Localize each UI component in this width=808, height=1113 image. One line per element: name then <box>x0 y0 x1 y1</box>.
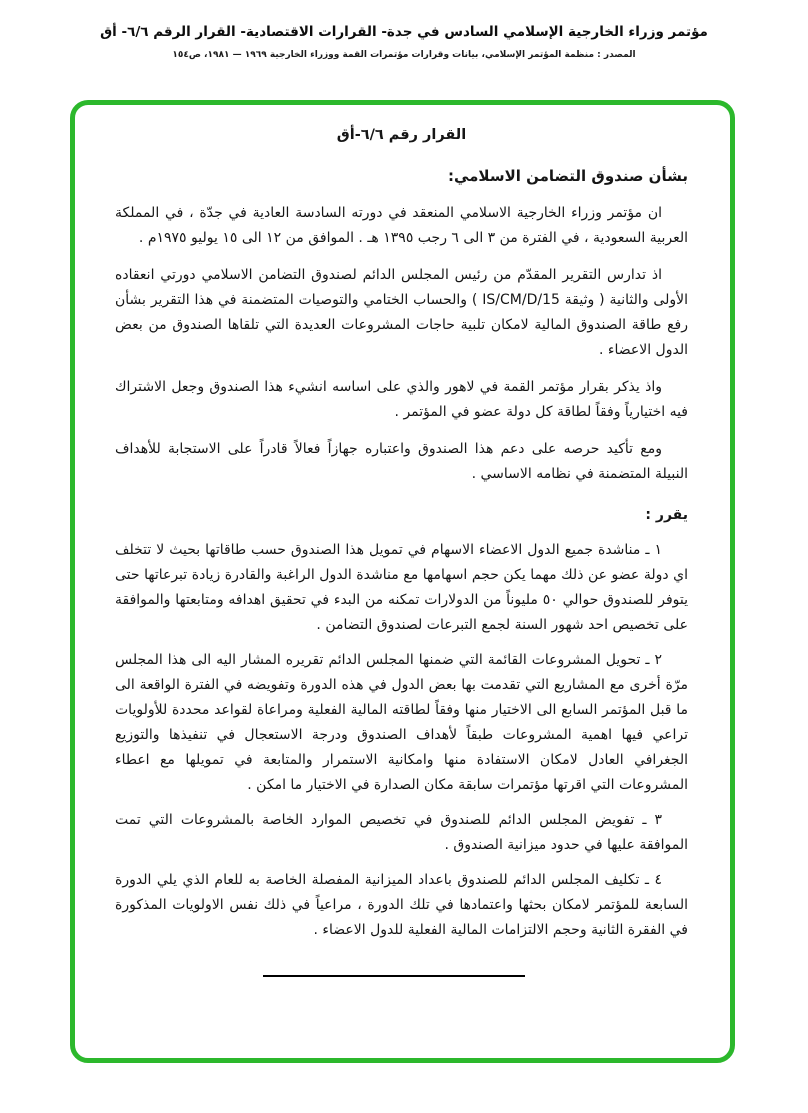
preamble-paragraph-1: ان مؤتمر وزراء الخارجية الاسلامي المنعقد في دورته السادسة العادية في جدّة ، في المملكة العربية السعودية ، في الفترة من ٣ الى ٦ رجب ١٣٩٥ هـ . الموافق من ١٢ الى ١٥ يوليو ١٩٧٥م . <box>115 205 688 246</box>
page-header <box>0 0 808 60</box>
resolution-item-4: ٤ ـ تكليف المجلس الدائم للصندوق باعداد الميزانية المفصلة الخاصة به للعام الذي يلي الدورة السابعة للمؤتمر لامكان بحثها واعتمادها في تلك الدورة ، مراعياً في ذلك نفس الاولويات المذكورة في الفقرة الثانية وحجم الالتزامات المالية الفعلية للدول الاعضاء . <box>115 872 688 938</box>
decides-label: يقرر : <box>645 507 688 523</box>
preamble-paragraph-3: واذ يذكر بقرار مؤتمر القمة في لاهور والذي على اساسه انشيء هذا الصندوق وجعل الاشتراك فيه اختيارياً وفقاً لطاقة كل دولة عضو في المؤتمر . <box>115 379 688 420</box>
document-green-border <box>70 100 735 1063</box>
header-source-citation: المصدر : منظمة المؤتمر الإسلامي، بيانات وقرارات مؤتمرات القمة ووزراء الخارجية ١٩٦٩ — ١٩٨١، ص١٥٤ <box>172 50 636 60</box>
header-title: مؤتمر وزراء الخارجية الإسلامي السادس في جدة- القرارات الاقتصادية- القرار الرقم ٦/٦- أق <box>100 24 708 40</box>
resolution-subject: بشأن صندوق التضامن الاسلامي: <box>447 167 688 185</box>
preamble-paragraph-2: اذ تدارس التقرير المقدّم من رئيس المجلس الدائم لصندوق التضامن الاسلامي دورتي انعقاده الأولى والثانية ( وثيقة IS/CM/D/15 ) والحساب الختامي والتوصيات المتضمنة في هذا التقرير بشأن رفع طاقة الصندوق المالية لامكان تلبية حاجات المشروعات العديدة التي تلقاها الصندوق من بعض الدول الاعضاء . <box>115 267 688 358</box>
bottom-divider-line <box>263 975 525 977</box>
resolution-item-3: ٣ ـ تفويض المجلس الدائم للصندوق في تخصيص الموارد الخاصة بالمشروعات التي تمت الموافقة عليها في حدود ميزانية الصندوق . <box>115 812 688 853</box>
resolution-item-1: ١ ـ مناشدة جميع الدول الاعضاء الاسهام في تمويل هذا الصندوق حسب طاقاتها بحيث لا تتخلف اي دولة عضو عن ذلك مهما يكن حجم اسهامها مع مناشدة الدول الراغبة والقادرة زيادة تبرعاتها حتى يتوفر للصندوق حوالي ٥٠ مليوناً من الدولارات تمكنه من البدء في تحقيق اهدافه ومتابعتها والموافقة على تخصيص احد شهور السنة لجمع التبرعات لصندوق التضامن . <box>115 542 688 633</box>
resolution-number-title: القرار رقم ٦/٦-أق <box>336 127 467 143</box>
preamble-paragraph-4: ومع تأكيد حرصه على دعم هذا الصندوق واعتباره جهازاً فعالاً قادراً على الاستجابة للأهداف النبيلة المتضمنة في نظامه الاساسي . <box>115 441 688 482</box>
document-body <box>75 105 730 977</box>
resolution-item-2: ٢ ـ تحويل المشروعات القائمة التي ضمنها المجلس الدائم تقريره المشار اليه الى هذا المجلس مرّة أخرى مع المشاريع التي تقدمت بها بعض الدول في هذه الدورة وتفويضه في الفترة الواقعة الى ما قبل المؤتمر السابع الى الاختيار منها وفقاً لطاقته المالية الفعلية ومراعاة لقواعد محددة للأولويات تراعي فيها اهمية المشروعات طبقاً لأهداف الصندوق ودرجة الاستعجال في تنفيذها والتوزيع الجغرافي العادل لامكان الاستفادة منها وامكانية الاستمرار والمتابعة في تمويلها مع اعطاء المشروعات التي اقرتها مؤتمرات سابقة مكان الصدارة في الاختيار ما امكن . <box>115 652 688 793</box>
